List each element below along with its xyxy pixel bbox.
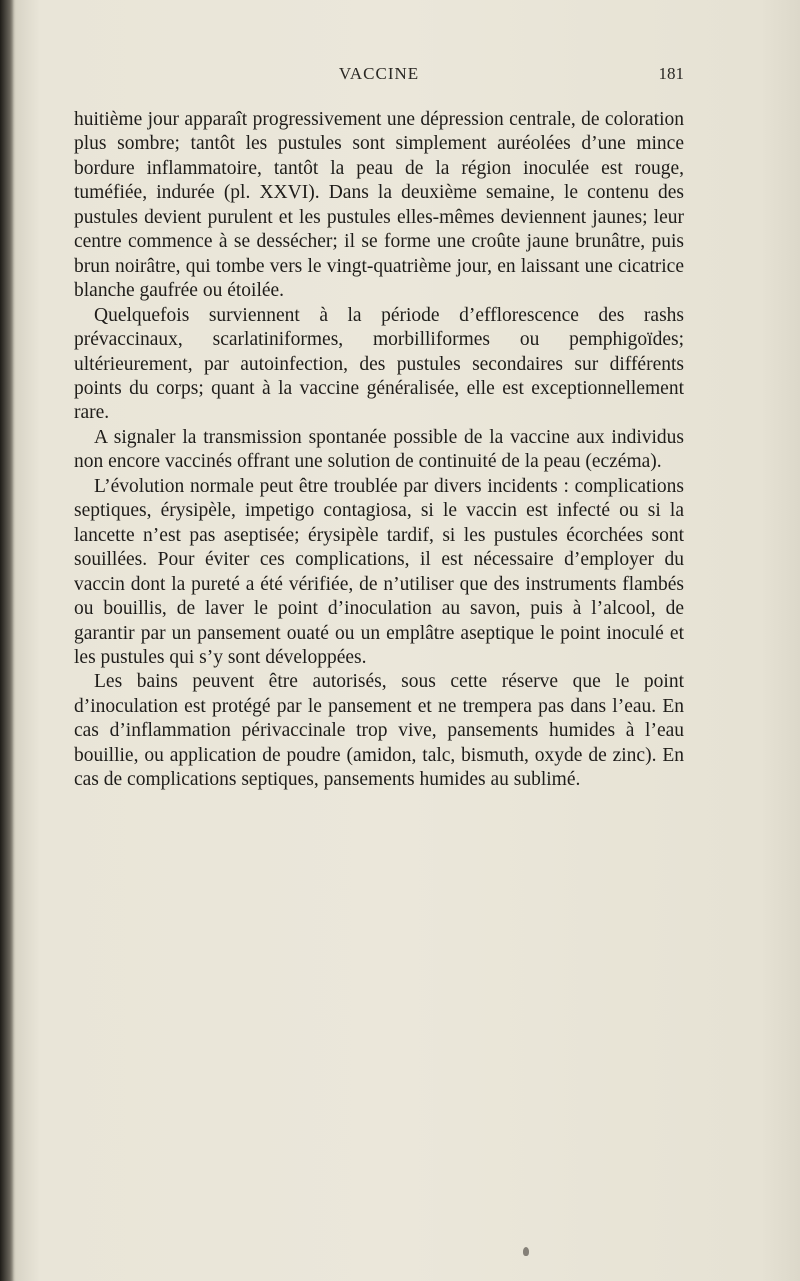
paragraph: Les bains peuvent être autorisés, sous cette réserve que le point d’inoculation est protégé par le pansement et ne trempera pas dans l’eau. En cas d’inflammation périvaccinale trop vive, pansements humides à l’eau bouillie, ou application de poudre (amidon, talc, bismuth, oxyde de zinc). En cas de complications septiques, pansements humides au sublimé. bbox=[74, 671, 684, 791]
paragraph: A signaler la transmission spontanée possible de la vaccine aux individus non encore vaccinés offrant une solution de continuité de la peau (eczéma). bbox=[74, 426, 684, 473]
paragraph: huitième jour apparaît progressivement une dépression centrale, de coloration plus sombre; tantôt les pustules sont simplement auréolées d’une mince bordure inflammatoire, tantôt la peau de la région inoculée est rouge, tuméfiée, indurée (pl. XXVI). Dans la deuxième semaine, le contenu des pustules devient purulent et les pustules elles-mêmes deviennent jaunes; leur centre commence à se dessécher; il se forme une croûte jaune brunâtre, puis brun noirâtre, qui tombe vers le vingt-quatrième jour, en laissant une cicatrice blanche gaufrée ou étoilée. bbox=[74, 109, 684, 302]
running-title: VACCINE bbox=[338, 64, 420, 83]
body-text bbox=[74, 108, 684, 793]
paragraph: Quelquefois surviennent à la période d’efflorescence des rashs prévaccinaux, scarlatiniformes, morbilliformes ou pemphigoïdes; ultérieurement, par autoinfection, des pustules secondaires sur différents points du corps; quant à la vaccine généralisée, elle est exceptionnellement rare. bbox=[74, 304, 684, 424]
page-header bbox=[74, 64, 684, 90]
ink-speck bbox=[523, 1247, 529, 1256]
paragraph: L’évolution normale peut être troublée par divers incidents : complications septiques, érysipèle, impetigo contagiosa, si le vaccin est infecté ou si la lancette n’est pas aseptisée; érysipèle tardif, si les pustules écorchées sont souillées. Pour éviter ces complications, il est nécessaire d’employer du vaccin dont la pureté a été vérifiée, de n’utiliser que des instruments flambés ou bouillis, de laver le point d’inoculation au savon, puis à l’alcool, de garantir par un pansement ouaté ou un emplâtre aseptique le point inoculé et les pustules qui s’y sont développées. bbox=[74, 475, 684, 668]
spine-shadow bbox=[0, 0, 14, 1281]
page-number: 181 bbox=[658, 64, 684, 83]
